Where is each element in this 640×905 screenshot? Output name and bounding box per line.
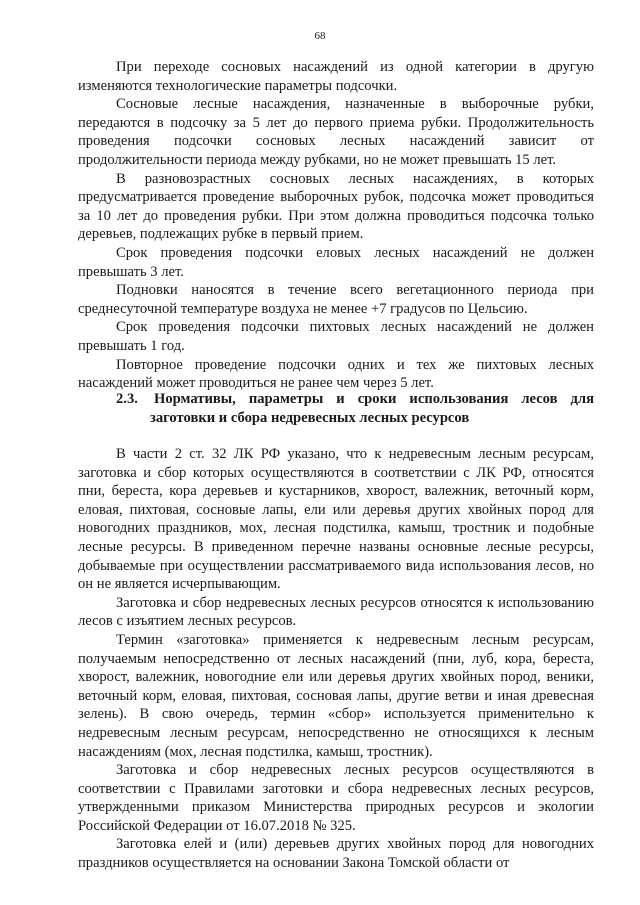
section-number: 2.3. [116, 391, 138, 407]
paragraph: Повторное проведение подсочки одних и тех же пихтовых лесных насаждений может проводиться не ранее чем через 5 лет. [78, 356, 594, 392]
paragraph: В части 2 ст. 32 ЛК РФ указано, что к недревесным лесным ресурсам, заготовка и сбор которых осуществляются в соответствии с ЛК РФ, относятся пни, береста, кора деревьев и кустарников, хворост, валежник, веточный корм, еловая, пихтовая, сосновые лапы, ели или деревья других хвойных пород для новогодних праздников, мох, лесная подстилка, камыш, тростник и подобные лесные ресурсы. В приведенном перечне названы основные лесные ресурсы, добываемые при осуществлении рассматриваемого вида использования лесов, но он не является исчерпывающим. [78, 446, 594, 593]
paragraph: Заготовка елей и (или) деревьев других хвойных пород для новогодних праздников осуществляется на основании Закона Томской области от [78, 836, 594, 872]
paragraph: Заготовка и сбор недревесных лесных ресурсов осуществляются в соответствии с Правилами заготовки и сбора недревесных лесных ресурсов, утвержденными приказом Министерства природных ресурсов и экологии Российской Федерации от 16.07.2018 № 325. [78, 762, 594, 834]
paragraph: Заготовка и сбор недревесных лесных ресурсов относятся к использованию лесов с изъятием лесных ресурсов. [78, 594, 594, 630]
top-text-block [78, 58, 594, 393]
paragraph: Термин «заготовка» применяется к недревесным лесным ресурсам, получаемым непосредственно от лесных насаждений (пни, луб, кора, береста, хворост, валежник, новогодние ели или деревья других хвойных пород, веники, веточный корм, еловая, пихтовая, сосновая лапы, другие ветви и иная древесная зелень). В свою очередь, термин «сбор» используется применительно к недревесным лесным ресурсам, непосредственно не относящихся к лесным насаждениям (мох, лесная подстилка, камыш, тростник). [78, 631, 594, 760]
paragraph: При переходе сосновых насаждений из одной категории в другую изменяются технологические параметры подсочки. [78, 59, 594, 94]
section-title-line-2: заготовки и сбора недревесных лесных ресурсов [150, 409, 470, 426]
paragraph: Срок проведения подсочки пихтовых лесных насаждений не должен превышать 1 год. [78, 319, 594, 354]
paragraph: Подновки наносятся в течение всего вегетационного периода при среднесуточной температуре воздуха не менее +7 градусов по Цельсию. [78, 282, 594, 317]
paragraph: В разновозрастных сосновых лесных насаждениях, в которых предусматривается проведение выборочных рубок, подсочка может проводиться за 10 лет до проведения рубки. При этом должна проводиться подсочка только деревьев, подлежащих рубке в первый прием. [78, 170, 594, 243]
paragraph: Срок проведения подсочки еловых лесных насаждений не должен превышать 3 лет. [78, 244, 594, 280]
section-heading-line-1 [78, 390, 594, 409]
section-heading [78, 390, 594, 427]
section-title-line-1: Нормативы, параметры и сроки использования лесов для [154, 391, 594, 407]
section-text-block [78, 445, 594, 873]
page-number: 68 [314, 30, 326, 42]
paragraph: Сосновые лесные насаждения, назначенные в выборочные рубки, передаются в подсочку за 5 лет до первого приема рубки. Продолжительность проведения подсочки сосновых лесных насаждений зависит от продолжительности периода между рубками, но не может превышать 15 лет. [78, 96, 594, 168]
